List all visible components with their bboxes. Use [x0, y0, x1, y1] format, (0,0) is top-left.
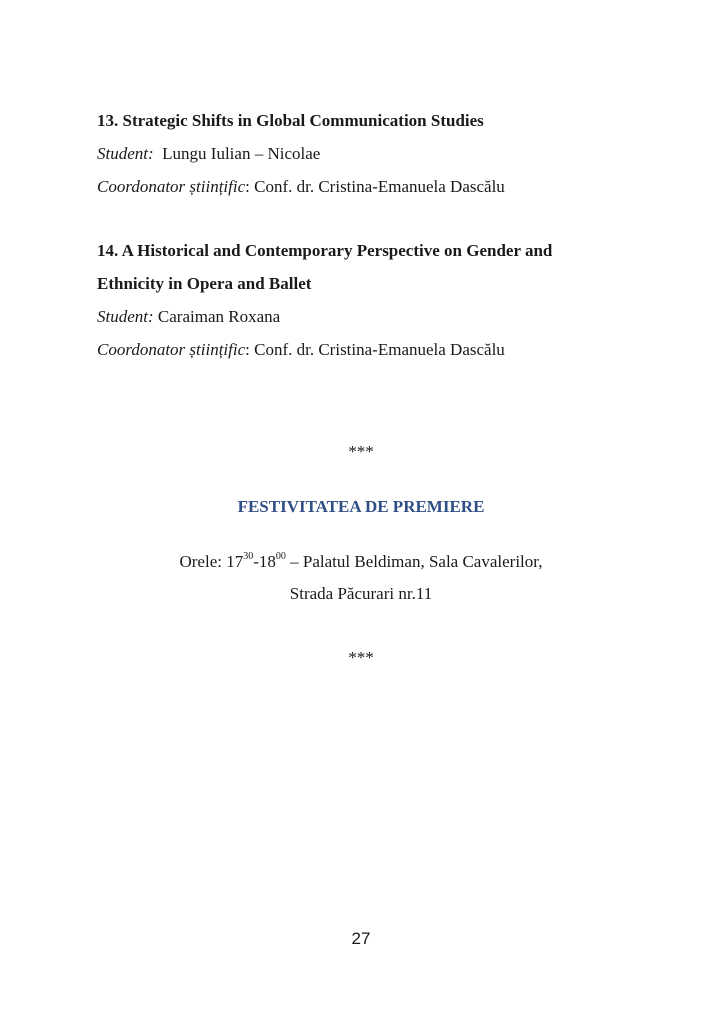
entry-13-number: 13. — [97, 111, 119, 130]
hours-label: Orele: — [179, 552, 227, 571]
entry-13-student — [97, 137, 658, 170]
entry-14-title-text-1: A Historical and Contemporary Perspective on Gender and — [121, 241, 553, 260]
coordinator-name: Conf. dr. Cristina-Emanuela Dascălu — [254, 340, 505, 359]
start-minutes: 30 — [243, 551, 254, 563]
student-label: Student: — [97, 307, 154, 326]
ceremony-location: – Palatul Beldiman, Sala Cavalerilor, — [285, 552, 543, 571]
entry-13-title-text: Strategic Shifts in Global Communication Studies — [122, 111, 484, 130]
student-name: Lungu Iulian – Nicolae — [162, 144, 321, 163]
ceremony-hours: Orele: $17^{30}-18^{00}$ – Palatul Beldiman, Sala Cavalerilor, — [179, 551, 543, 571]
entry-13-coordinator: Coordonator științific: Conf. dr. Cristina-Emanuela Dascălu — [97, 177, 505, 196]
separator-stars: *** — [348, 648, 374, 667]
entry-14-title-line-2: Ethnicity in Opera and Ballet — [97, 274, 312, 293]
start-hour: 17 — [226, 552, 244, 571]
entry-13-title — [97, 104, 658, 137]
entry-13 — [97, 104, 658, 203]
end-minutes: 00 — [275, 551, 286, 563]
student-label: Student: — [97, 144, 154, 163]
separator-stars: *** — [348, 442, 374, 461]
entry-14-student — [97, 300, 658, 333]
ceremony-address: Strada Păcurari nr.11 — [289, 584, 433, 603]
entry-14-coordinator: Coordonator științific: Conf. dr. Cristina-Emanuela Dascălu — [97, 340, 505, 359]
page-number: 27 — [351, 929, 371, 948]
entry-14-number: 14. — [97, 241, 119, 260]
coordinator-label: Coordonator științific — [97, 340, 246, 359]
end-hour: 18 — [258, 552, 276, 571]
entry-14 — [97, 234, 658, 366]
section-heading: FESTIVITATEA DE PREMIERE — [237, 497, 485, 516]
entry-14-title-line-1 — [97, 234, 658, 267]
coordinator-label: Coordonator științific — [97, 177, 246, 196]
coordinator-name: Conf. dr. Cristina-Emanuela Dascălu — [254, 177, 505, 196]
student-name: Caraiman Roxana — [157, 307, 281, 326]
